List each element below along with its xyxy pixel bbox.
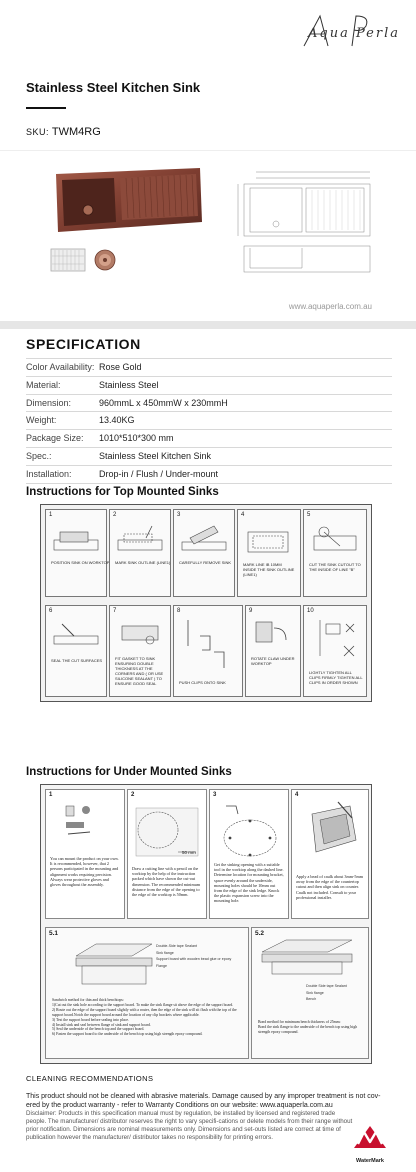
step-number: 4 [241,512,245,518]
method-line: 3) Test the support board before sealing into place. [52,1017,129,1022]
spec-row-spec [26,448,392,466]
step-number: 2 [131,792,135,798]
spec-label: Package Size: [26,433,84,444]
label-double-side-tape: Double-Side tape Sealant [156,944,197,948]
step-number: 3 [177,512,181,518]
label-double-side-tape: Double Side tape Sealant [306,984,347,988]
step-number: 5.1 [49,930,59,937]
spec-label: Spec.: [26,450,52,461]
top-mount-panel [40,504,372,702]
method-line: 5) Seal the underside of the bench top and the support board. [52,1027,145,1032]
website-url[interactable]: www.aquaperla.com.au [288,302,372,311]
watermark-label: WaterMark [356,1158,384,1164]
step-illustration [116,618,164,648]
step-number: 3 [213,792,217,798]
spec-label: Installation: [26,468,72,479]
step-number: 10 [307,608,314,614]
step-illustration [116,524,164,554]
method-intro: Sandwich method for thin and thick benchtops: [52,998,124,1002]
step-illustration [310,616,360,668]
step-caption: SEAL THE CUT SURFACES [51,658,103,663]
top-step-4 [237,509,301,597]
method-line: 2) Route out the edge of the support board slightly with a router, then the edge of the sink will sit flush with the top of the support board.Notch the support board around the location of any clip brackets where applicable. [52,1007,237,1017]
diagram-labels [306,984,364,1002]
method-line: 6) Fasten the support board to the underside of the bench top using high strength epoxy compound. [52,1032,203,1037]
step-caption: PUSH CLIPS ONTO SINK [179,680,226,685]
step-caption: MARK LINE IB 10MM INSIDE THE SINK OUTLINE (LINE1) [243,562,295,577]
step-number: 1 [49,792,53,798]
watermark-badge [350,1124,390,1164]
technical-drawing [236,168,376,276]
cleaning-heading: CLEANING RECOMMENDATIONS [26,1074,154,1083]
spec-label: Color Availability: [26,362,95,372]
step-illustration [180,524,228,554]
step-text: You can mount the product on your own. It is recommended, however, that 2 persons participated in the mounting and alignment works requiring precision. Always wear protective gloves and gloves throughout the assembly. [50,856,119,888]
method-text [258,1020,364,1035]
method-line: 4) Install sink and seal between flange of sink and support board. [52,1022,151,1027]
spec-row-weight [26,412,392,430]
spec-row-package [26,430,392,448]
step-text: Get the sinking opening with a suitable tool in the worktop along the dashed line. Determine location for mounting bracket, space evenly around the underside, mounting holes should be 10mm out from the edge of the sink ledge. Knock the plastic expansion screw into the mounting hole. [214,862,284,904]
under-mount-heading: Instructions for Under Mounted Sinks [26,766,232,778]
spec-label: Material: [26,379,61,390]
specification-table [26,358,392,484]
top-step-10 [303,605,367,697]
step-caption: FIT GASKET TO SINK ENSURING DOUBLE THICKNESS AT THE CORNERS AND ( OR USE SILICONE SEALANT ) TO ENSURE GOOD SEAL [115,656,164,686]
under-step-4 [291,789,369,919]
step-text: Apply a bead of caulk about 3mm-5mm away from the edge of the countertop cutout and then align sink on counter. Caulk not included. Consult to your professional installer. [296,874,363,900]
title-underline [26,107,66,109]
spec-row-installation [26,466,392,484]
diagram-labels [156,944,240,968]
top-step-1 [45,509,110,597]
hero-divider [0,150,416,151]
step-caption: MARK SINK OUTLINE (LINE1) [115,560,171,565]
label-sink-flange: Sink flange [306,990,324,995]
method-line: 1)Cut out the sink hole according to the support board. To make the sink flange sit above the edge of the support board. [52,1002,234,1007]
label-flange: Flange [156,963,167,968]
spec-value: Drop-in / Flush / Under-mount [99,468,219,479]
sandwich-method-illustration [72,936,162,990]
step-number: 5.2 [255,930,265,937]
spec-value: Rose Gold [99,362,142,372]
under-step-3 [209,789,289,919]
top-step-7 [109,605,171,697]
label-bench: Bench [306,997,317,1002]
method-5-1 [45,927,249,1059]
step-illustration [52,524,100,554]
step-illustration [52,618,100,652]
spec-value: Stainless Steel Kitchen Sink [99,450,212,461]
method-line: Bond method for minimum bench thickness of 25mm: [258,1020,341,1024]
watermark-certification-icon [350,1124,390,1156]
section-band [0,321,416,329]
step-illustration [310,522,360,558]
caulk-illustration [298,800,362,860]
drain-strainer-photo [94,249,116,271]
step-number: 1 [49,512,53,518]
method-5-2 [251,927,369,1059]
step-caption: POSITION SINK ON WORKTOP [51,560,110,565]
label-support-board: Support board with wooden bead glue or epoxy [156,957,232,962]
top-step-2 [109,509,171,597]
spec-value: 1010*510*300 mm [99,433,174,444]
label-sink-flange: Sink flange [156,950,174,955]
spec-value: Stainless Steel [99,379,159,390]
top-step-9 [245,605,301,697]
step-illustration [180,616,236,672]
step-caption: CAREFULLY REMOVE SINK [179,560,232,565]
step-number: 7 [113,608,117,614]
top-mount-heading: Instructions for Top Mounted Sinks [26,486,219,498]
spec-value: 960mmL x 450mmW x 230mmH [99,397,228,408]
method-line: Bond the sink flange to the underside of the bench top using high strength epoxy compound. [258,1025,358,1034]
dimension-label: 50 mm [182,850,196,855]
brand-logo [294,12,404,52]
specification-heading: SPECIFICATION [26,336,141,352]
top-step-5 [303,509,367,597]
grid-rack-photo [50,248,86,272]
top-step-6 [45,605,107,697]
spec-label: Weight: [26,415,57,426]
step-number: 8 [177,608,181,614]
gloves-and-tools-illustration [60,802,110,842]
step-number: 2 [113,512,117,518]
spec-value: 13.40KG [99,415,135,426]
step-illustration [244,522,294,558]
spec-row-material [26,377,392,395]
top-step-8 [173,605,243,697]
sku-line [26,126,101,138]
top-step-3 [173,509,235,597]
step-number: 6 [49,608,53,614]
cleaning-text: This product should not be cleaned with abrasive materials. Damage caused by any improper treatment is not cov-ered by the product warranty - refer to Warranty Conditions on our website: www.aquaperla.com.au [26,1093,381,1109]
step-number: 9 [249,608,253,614]
disclaimer-text: Disclaimer: Products in this specification manual must by regulation, be installed by licensed and registered trade people. The manufacturer/ distributor reserves the right to vary specifi-cations or delete models from their range without prior notification. Dimensions are nominal measurements only. Dimensions and set-outs listed are correct at time of publication however the manufacturer/ distributor takes no responsibility for printing errors. [26,1110,353,1141]
step-number: 4 [295,792,299,798]
step-illustration [252,618,296,648]
sku-label: SKU: [26,127,50,137]
product-title: Stainless Steel Kitchen Sink [26,80,201,95]
step-caption: ROTATE CLAW UNDER WORKTOP [251,656,295,666]
bond-method-illustration [258,936,362,976]
spec-row-color [26,358,392,377]
under-mount-panel [40,784,372,1064]
sink-photo [54,166,204,236]
step-number: 5 [307,512,311,518]
opening-illustration [216,802,282,860]
step-text: Draw a cutting line with a pencil on the worktop by the help of the instruction packed which have shown the cut-out dimension. The recommended minimum distance from the edge of the opening to the edge of the worktop is 50mm. [132,866,201,898]
step-caption: LIGHTLY TIGHTEN ALL CLIPS FIRMLY TIGHTEN ALL CLIPS IN ORDER SHOWN [309,670,363,685]
logo-wordmark: Aqua Perla [308,26,400,41]
spec-row-dimension [26,395,392,413]
step-caption: CUT THE SINK CUTOUT TO THE INSIDE OF LINE "B" [309,562,361,572]
method-text [52,998,244,1037]
spec-label: Dimension: [26,397,72,408]
sku-value: TWM4RG [51,126,101,138]
under-step-1 [45,789,125,919]
under-step-2 [127,789,207,919]
